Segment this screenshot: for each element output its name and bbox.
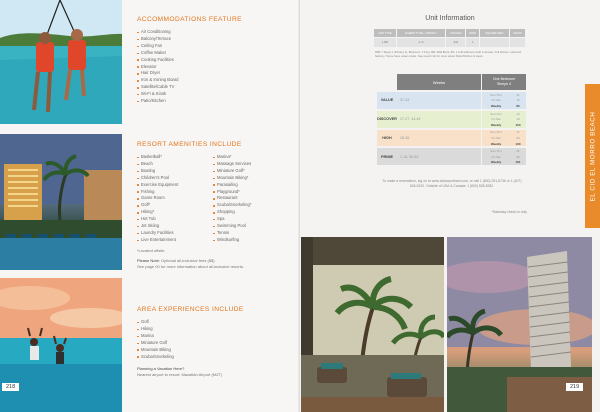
accommodation-feature-item: Wi-Fi & Kiosk (137, 91, 287, 98)
points-value: 24 (516, 135, 520, 140)
amenity-item: Beach (137, 161, 209, 168)
unit-info-cell: 4 / 2 (396, 38, 445, 48)
amenity-item: Parasailing (213, 182, 285, 189)
unit-info-header-cell: SQUARE FEET (480, 29, 510, 38)
please-note-text: Optional all-inclusive fees ($$) (161, 257, 215, 263)
weeks-header: Weeks (397, 74, 481, 90)
season-row (377, 111, 526, 128)
season-row (377, 148, 526, 165)
accommodation-feature-item: Patio/Kitchen (137, 98, 287, 105)
amenity-item: Hot Tub (137, 216, 209, 223)
amenity-item: Hiking* (137, 209, 209, 216)
unit-header-label: One Bedroom (492, 77, 516, 81)
season-weeks: 1-16, 50-53 (397, 148, 481, 165)
season-points-line (482, 148, 526, 154)
amenity-item: Exercise Equipment (137, 182, 209, 189)
day-range: Fri-Sat (491, 117, 501, 122)
amenity-item: Swimming Pool (213, 223, 285, 230)
accommodation-feature-item: Cooking Facilities (137, 57, 287, 64)
unit-info-cell: 1 BR (374, 38, 396, 48)
season-row (377, 130, 526, 147)
amenity-item: Mountain Biking* (213, 175, 285, 182)
resort-night-photo (0, 134, 122, 270)
accommodation-feature-item: Satellite/Cable TV (137, 84, 287, 91)
season-points-line (482, 103, 526, 109)
experiences-title: AREA EXPERIENCES INCLUDE (137, 306, 244, 313)
season-weeks: 28-36 (397, 130, 481, 147)
season-points-line (482, 130, 526, 136)
amenity-item: Restaurant (213, 195, 285, 202)
experiences-list (137, 319, 287, 360)
accommodation-feature-item: Hair Dryer (137, 70, 287, 77)
day-range: Fri-Sat (491, 135, 501, 140)
season-points-line (482, 154, 526, 160)
day-range: Sun-Thu (490, 130, 502, 135)
amenities-title: RESORT AMENITIES INCLUDE (137, 141, 242, 148)
points-value: 85 (516, 103, 520, 108)
season-points-line (482, 116, 526, 122)
amenity-item: Fishing (137, 189, 209, 196)
season-points-line (482, 92, 526, 98)
day-range: Sun-Thu (490, 111, 502, 116)
accommodation-feature-item: Balcony/Terrace (137, 36, 287, 43)
points-value: 11 (516, 92, 520, 97)
day-range: Weekly (490, 141, 502, 146)
points-value: 16 (516, 98, 520, 103)
unit-info-cell: 1 (466, 38, 480, 48)
unit-info-note: 1BR = Sleep 4 (Privacy 2), Bedroom: 1 King, BR: Wall Bunk, BA: 1 Full bathroom with a shower. Full kitchen, sofa bed, balcony. Some have ocean views. See resort info for more about Patio/Kitchen & views. (375, 50, 522, 59)
amenity-item: Massage Services (213, 161, 285, 168)
page-number-left: 218 (2, 383, 19, 391)
season-points-line (482, 141, 526, 147)
amenity-item: Miniature Golf* (213, 168, 285, 175)
accommodations-list (137, 29, 287, 105)
unit-info-header-cell: SEATS (510, 29, 526, 38)
please-note-label: Please Note: (137, 257, 160, 263)
unit-info-cell (510, 38, 526, 48)
day-range: Sun-Thu (490, 149, 502, 154)
day-range: Sun-Thu (490, 92, 502, 97)
booking-info: To make a reservation, log on to www.clubwyndham.com, or call 1 (800) 251-8736 or 1 (407) 626-5100. Outside of USA & Canada: 1 (800) 828-8282. (382, 179, 522, 188)
day-range: Weekly (490, 160, 502, 165)
season-label: HIGH (377, 130, 397, 147)
unit-info-cell: Full (446, 38, 466, 48)
season-points-line (482, 135, 526, 141)
amenity-item: Windsurfing (213, 237, 285, 244)
points-value: 130 (515, 141, 521, 146)
accommodation-feature-item: Air Conditioning (137, 29, 287, 36)
season-points-chart (377, 74, 526, 165)
season-label: DISCOVER (377, 111, 397, 128)
page-number-right: 219 (566, 383, 583, 391)
see-page-note: See page 00 for more information about all-inclusive resorts. (137, 263, 244, 269)
unit-info-cell (480, 38, 510, 48)
points-value: 17 (516, 130, 520, 135)
season-label: PRIME (377, 148, 397, 165)
points-value: 19 (516, 117, 520, 122)
amenity-item: Marina* (213, 154, 285, 161)
points-value: 21 (516, 149, 520, 154)
accommodations-title: ACCOMMODATIONS FEATURE (137, 16, 242, 23)
season-points-line (482, 111, 526, 117)
experience-item: Marina (137, 333, 287, 340)
points-value: 161 (515, 160, 521, 165)
unit-type-header (482, 74, 526, 90)
season-points-line (482, 160, 526, 166)
amenities-list-right (213, 154, 285, 244)
amenity-item: Jet Skiing (137, 223, 209, 230)
experience-item: Golf (137, 319, 287, 326)
planning-label: Planning a Vacation Here? (137, 366, 185, 372)
day-range: Fri-Sat (491, 154, 501, 159)
season-weeks: 17-27, 44-49 (397, 111, 481, 128)
experience-item: Miniature Golf (137, 340, 287, 347)
accommodations-section (137, 16, 287, 105)
accommodation-feature-item: Elevator (137, 64, 287, 71)
day-range: Weekly (490, 103, 502, 108)
amenity-item: Tennis (213, 230, 285, 237)
amenity-item: Spa (213, 216, 285, 223)
parasailing-photo (0, 0, 122, 124)
season-points-line (482, 98, 526, 104)
amenity-item: Shopping (213, 209, 285, 216)
amenity-item: Game Room (137, 195, 209, 202)
season-label: VALUE (377, 92, 397, 109)
checkin-footnote: *Saturday check-in only (491, 210, 527, 214)
amenity-item: Boating (137, 168, 209, 175)
amenity-item: Children's Pool (137, 175, 209, 182)
unit-info-title: Unit Information (425, 15, 475, 22)
day-range: Fri-Sat (491, 98, 501, 103)
unit-info-header-cell: KITCHEN (446, 29, 466, 38)
points-value: 13 (516, 111, 520, 116)
accommodation-feature-item: Iron & Ironing Board (137, 77, 287, 84)
unit-info-header-cell: BATH (466, 29, 480, 38)
terrace-palms-photo (301, 237, 444, 412)
experience-item: Scuba/Snorkeling (137, 354, 287, 361)
amenities-list-left (137, 154, 209, 244)
side-tab-label-wrap (585, 84, 600, 228)
experience-item: Mountain Biking (137, 347, 287, 354)
experience-item: Hiking (137, 326, 287, 333)
offsite-note: *Located offsite (137, 247, 165, 253)
amenity-item: Playground* (213, 189, 285, 196)
points-value: 103 (515, 122, 521, 127)
unit-info-header-cell: SLEEPS TOTAL / PRIVACY (396, 29, 445, 38)
accommodation-feature-item: Ceiling Fan (137, 43, 287, 50)
amenity-item: Live Entertainment (137, 237, 209, 244)
accommodation-feature-item: Coffee Maker (137, 50, 287, 57)
planning-text: Nearest airport to resort: Mazatlán Airport (MZT) (137, 372, 223, 378)
side-tab-label: EL CID EL MORRO BEACH (589, 111, 596, 201)
amenity-item: Laundry Facilities (137, 230, 209, 237)
unit-info-table (374, 29, 526, 47)
amenities-section (137, 141, 287, 270)
amenity-item: Golf* (137, 202, 209, 209)
season-row (377, 92, 526, 109)
unit-header-sleeps: Sleeps 4 (497, 82, 511, 86)
season-weeks: 37-43 (397, 92, 481, 109)
points-value: 30 (516, 154, 520, 159)
amenity-item: Scuba/Snorkeling* (213, 202, 285, 209)
day-range: Weekly (490, 122, 502, 127)
experiences-section (137, 306, 287, 378)
season-points-line (482, 122, 526, 128)
sunset-beach-photo (0, 278, 122, 412)
unit-info-header-cell: UNIT TYPE (374, 29, 396, 38)
amenity-item: Basketball* (137, 154, 209, 161)
